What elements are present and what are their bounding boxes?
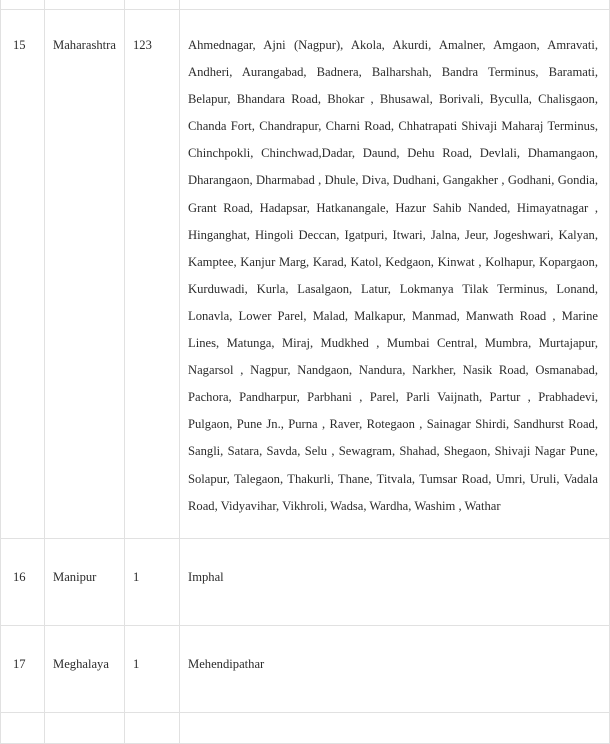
serial-number: 15 — [1, 10, 44, 71]
state-cell — [45, 10, 125, 539]
station-count-cell — [125, 538, 180, 625]
station-list-cell — [180, 625, 610, 712]
table-row — [1, 10, 610, 539]
table-cell — [45, 0, 125, 10]
serial-number-cell — [1, 538, 45, 625]
station-count: 1 — [125, 539, 179, 586]
table-row — [1, 625, 610, 712]
station-list-cell — [180, 10, 610, 539]
table-cell — [45, 712, 125, 743]
station-list: Imphal — [180, 539, 609, 586]
table-row — [1, 538, 610, 625]
state-cell — [45, 538, 125, 625]
state-name: Maharashtra — [45, 10, 124, 71]
table-row-next-partial — [1, 712, 610, 743]
table-cell — [1, 712, 45, 743]
table-cell — [125, 0, 180, 10]
station-count-cell — [125, 625, 180, 712]
state-cell — [45, 625, 125, 712]
station-list: Ahmednagar, Ajni (Nagpur), Akola, Akurdi, Amalner, Amgaon, Amravati, Andheri, Aurangabad, Badnera, Balharshah, Bandra Terminus, Baramati, Belapur, Bhandara Road, Bhokar , Bhusawal, Borivali, Byculla, Chalisgaon, Chanda Fort, Chandrapur, Charni Road, Chhatrapati Shivaji Maharaj Terminus, Chinchpokli, Chinchwad,Dadar, Daund, Dehu Road, Devlali, Dhamangaon, Dharangaon, Dharmabad , Dhule, Diva, Dudhani, Gangakher , Godhani, Gondia, Grant Road, Hadapsar, Hatkanangale, Hazur Sahib Nanded, Himayatnagar , Hinganghat, Hingoli Deccan, Igatpuri, Itwari, Jalna, Jeur, Jogeshwari, Kalyan, Kamptee, Kanjur Marg, Karad, Katol, Kedgaon, Kinwat , Kolhapur, Kopargaon, Kurduwadi, Kurla, Lasalgaon, Latur, Lokmanya Tilak Terminus, Lonand, Lonavla, Lower Parel, Malad, Malkapur, Manmad, Manwath Road , Marine Lines, Matunga, Miraj, Mudkhed , Mumbai Central, Mumbra, Murtajapur, Nagarsol , Nagpur, Nandgaon, Nandura, Narkher, Nasik Road, Osmanabad, Pachora, Pandharpur, Parbhani , Parel, Parli Vaijnath, Partur , Prabhadevi, Pulgaon, Pune Jn., Purna , Raver, Rotegaon , Sainagar Shirdi, Sandhurst Road, Sangli, Satara, Savda, Selu , Sewagram, Shahad, Shegaon, Shivaji Nagar Pune, Solapur, Talegaon, Thakurli, Thane, Titvala, Tumsar Road, Umri, Uruli, Vadala Road, Vidyavihar, Vikhroli, Wadsa, Wardha, Washim , Wathar — [188, 32, 598, 520]
station-list: Mehendipathar — [180, 626, 609, 673]
station-count: 123 — [125, 10, 179, 71]
serial-number: 17 — [1, 626, 44, 673]
table-cell — [125, 712, 180, 743]
station-count: 1 — [125, 626, 179, 673]
station-list-wrapper — [180, 10, 609, 538]
table-cell — [1, 0, 45, 10]
table-cell — [180, 712, 610, 743]
state-name: Manipur — [45, 539, 124, 586]
state-name: Meghalaya — [45, 626, 124, 673]
station-list-cell — [180, 538, 610, 625]
serial-number-cell — [1, 10, 45, 539]
table-row-previous-partial — [1, 0, 610, 10]
station-count-cell — [125, 10, 180, 539]
table-cell — [180, 0, 610, 10]
serial-number-cell — [1, 625, 45, 712]
serial-number: 16 — [1, 539, 44, 586]
